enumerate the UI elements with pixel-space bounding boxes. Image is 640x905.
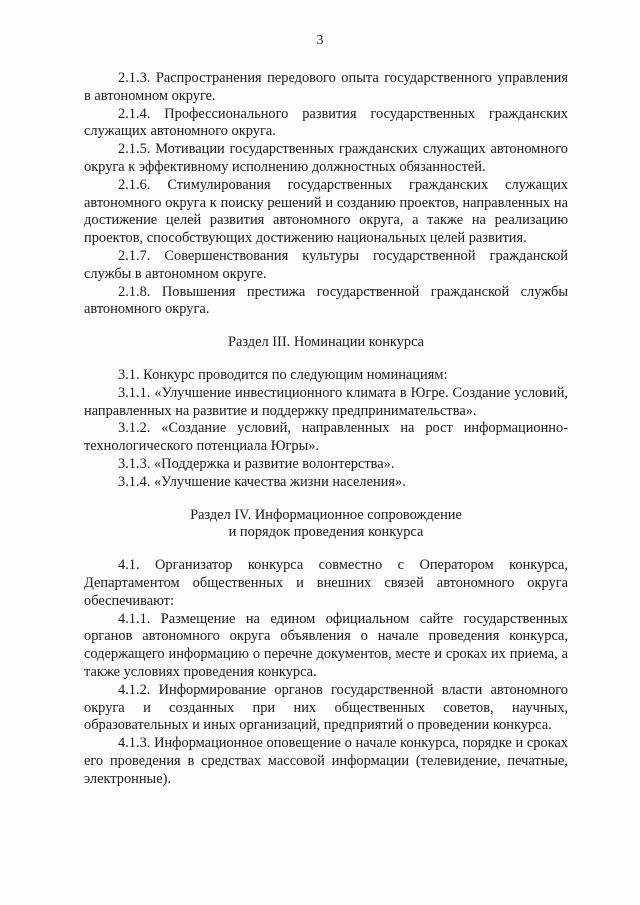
paragraph-4-1-3: 4.1.3. Информационное оповещение о начале конкурса, порядке и сроках его проведения в средствах массовой информации (телевидение, печатные, электронные).: [84, 735, 568, 787]
section-3-heading: Раздел III. Номинации конкурса: [227, 334, 425, 351]
paragraph-2-1-3: 2.1.3. Распространения передового опыта государственного управления в автономном округе.: [84, 70, 568, 104]
paragraph-2-1-4: 2.1.4. Профессионального развития государственных гражданских служащих автономного округа.: [84, 105, 568, 140]
paragraph-3-1-2: 3.1.2. «Создание условий, направленных на рост информационно-технологического потенциала Югры».: [84, 420, 568, 455]
paragraph-3-1-4: 3.1.4. «Улучшение качества жизни населения».: [118, 473, 406, 490]
paragraph-3-1: 3.1. Конкурс проводится по следующим номинациям:: [118, 366, 448, 383]
paragraph-2-1-5: 2.1.5. Мотивации государственных гражданских служащих автономного округа к эффективному исполнению должностных обязанностей.: [84, 141, 568, 175]
paragraph-2-1-7: 2.1.7. Совершенствования культуры государственной гражданской службы в автономном округе.: [84, 247, 568, 282]
paragraph-3-1-1: 3.1.1. «Улучшение инвестиционного климата в Югре. Создание условий, направленных на развитие и поддержку предпринимательства».: [84, 384, 568, 419]
paragraph-4-1-2: 4.1.2. Информирование органов государственной власти автономного округа и созданных при них общественных советов, научных, образовательных и иных организаций, предприятий о проведении конкурса.: [84, 681, 568, 734]
section-4-heading: [84, 507, 568, 543]
section-4-heading-line-2: и порядок проведения конкурса: [228, 524, 424, 541]
paragraph-2-1-8: 2.1.8. Повышения престижа государственной гражданской службы автономного округа.: [84, 283, 568, 318]
paragraph-4-1-1: 4.1.1. Размещение на едином официальном сайте государственных органов автономного округа объявления о начале проведения конкурса, содержащего информацию о перечне документов, месте и сроках их приема, а также условиях проведения конкурса.: [84, 610, 568, 680]
section-4-heading-line-1: Раздел IV. Информационное сопровождение: [190, 506, 462, 523]
page-number: 3: [316, 33, 324, 48]
paragraph-4-1: 4.1. Организатор конкурса совместно с Оператором конкурса, Департаментом общественных и внешних связей автономного округа обеспечивают:: [84, 557, 568, 609]
document-body: [84, 70, 568, 788]
paragraph-3-1-3: 3.1.3. «Поддержка и развитие волонтерства».: [118, 455, 395, 472]
paragraph-2-1-6: 2.1.6. Стимулирования государственных гражданских служащих автономного округа к поиску решений и созданию проектов, направленных на достижение целей развития автономного округа, а также на реализацию проектов, способствующих достижению национальных целей развития.: [84, 176, 568, 247]
